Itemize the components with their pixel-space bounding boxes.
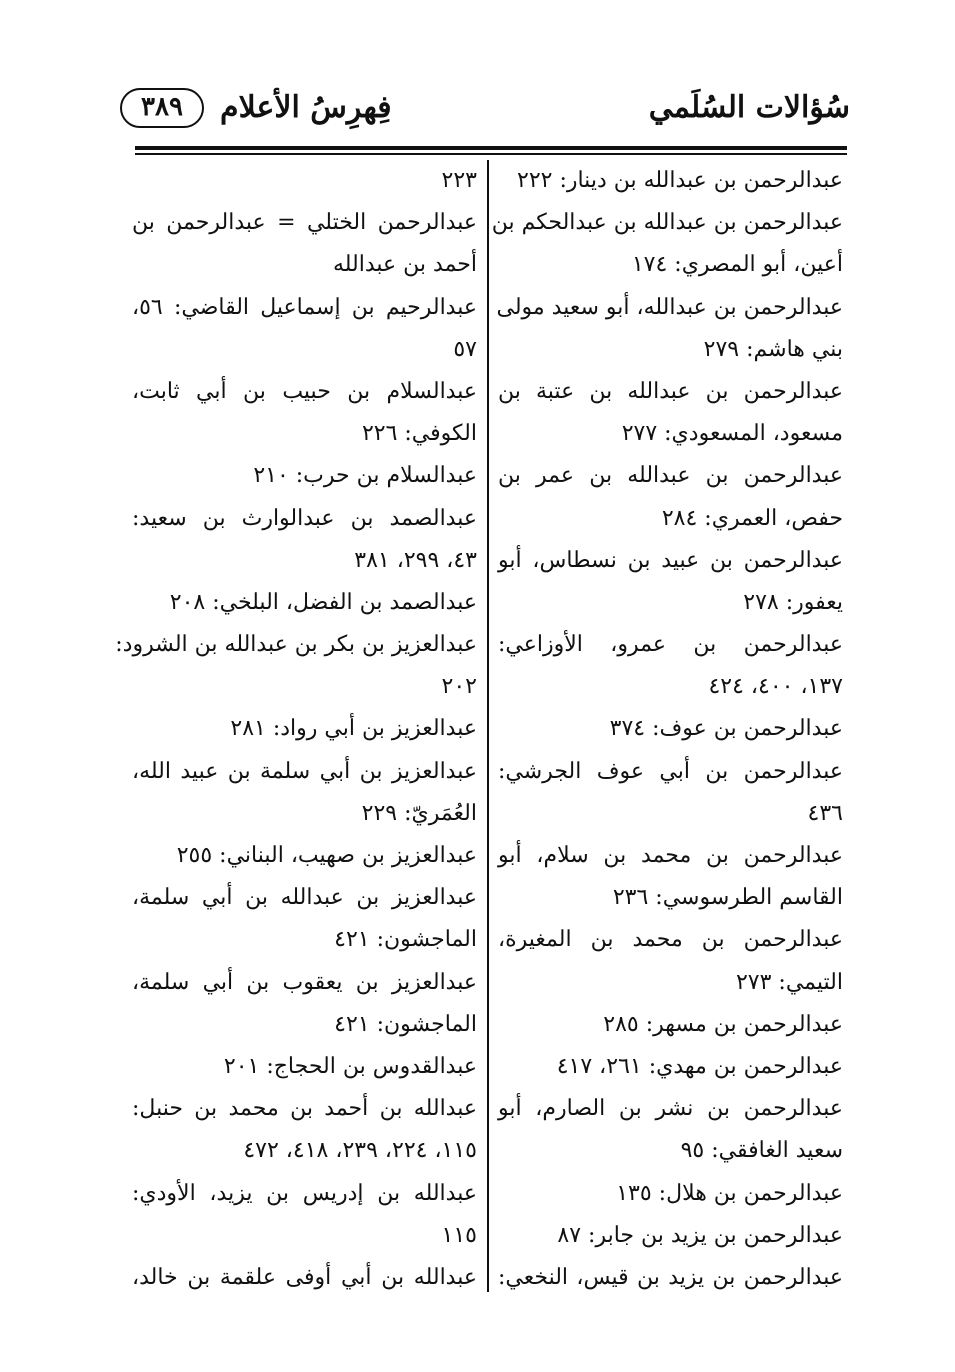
index-line: أعين، أبو المصري: ١٧٤ [631, 252, 843, 278]
index-line: عبدالرحمن بن عبدالله بن عتبة بن [498, 378, 843, 404]
index-line: عبدالرحمن بن يزيد بن جابر: ٨٧ [557, 1222, 843, 1248]
index-line: عبدالرحمن بن هلال: ١٣٥ [616, 1180, 843, 1206]
right-column [491, 160, 843, 1299]
header-rule-thick [135, 146, 847, 150]
left-column [115, 160, 477, 1299]
index-line: ٥٧ [453, 336, 477, 362]
index-line: ١١٥ [441, 1222, 477, 1248]
index-line: عبدالرحمن بن عمرو، الأوزاعي: [498, 632, 843, 658]
index-line: عبدالله بن إدريس بن يزيد، الأودي: [132, 1180, 477, 1206]
index-line: عبدالرحمن بن نشر بن الصارم، أبو [498, 1096, 843, 1122]
index-line: القاسم الطرسوسي: ٢٣٦ [612, 885, 843, 911]
index-line: عبدالعزيز بن صهيب، البناني: ٢٥٥ [176, 843, 477, 868]
index-line: عبدالرحمن بن عبدالله بن عمر بن [498, 463, 843, 489]
index-line: عبدالله بن أبي أوفى علقمة بن خالد، [132, 1264, 477, 1290]
index-line: عبدالرحمن بن أبي عوف الجرشي: [498, 758, 843, 784]
index-line: عبدالرحمن بن يزيد بن قيس، النخعي: [498, 1264, 843, 1290]
index-line: ٢٢٣ [441, 168, 477, 193]
index-line: أحمد بن عبدالله [332, 252, 477, 278]
index-line: ٢٠٢ [441, 674, 477, 700]
index-line: بني هاشم: ٢٧٩ [703, 336, 843, 362]
section-title: فِهرِسُ الأعلام [220, 90, 392, 125]
index-line: عبدالسلام بن حرب: ٢١٠ [253, 463, 477, 489]
index-line: عبدالرحمن بن عبيد بن نسطاس، أبو [498, 547, 843, 573]
index-line: عبدالرحمن بن عبدالله بن عبدالحكم بن [491, 210, 843, 236]
index-line: عبدالرحيم بن إسماعيل القاضي: ٥٦، [132, 294, 477, 320]
index-line: عبدالرحمن الختلي = عبدالرحمن بن [132, 210, 477, 236]
index-line: ١١٥، ٢٢٤، ٢٣٩، ٤١٨، ٤٧٢ [243, 1138, 477, 1164]
index-line: عبدالقدوس بن الحجاج: ٢٠١ [223, 1053, 477, 1079]
page-header [120, 82, 850, 142]
index-line: العُمَريّ: ٢٢٩ [361, 800, 477, 826]
index-line: عبدالرحمن بن محمد بن المغيرة، [498, 927, 843, 953]
header-rule-thin [135, 153, 847, 155]
index-line: عبدالصمد بن عبدالوارث بن سعيد: [132, 505, 477, 531]
index-line: عبدالرحمن بن عوف: ٣٧٤ [609, 716, 843, 742]
index-line: عبدالعزيز بن أبي رواد: ٢٨١ [230, 716, 477, 742]
index-line: عبدالرحمن بن مهدي: ٢٦١، ٤١٧ [556, 1053, 843, 1079]
index-line: يعفور: ٢٧٨ [743, 589, 843, 615]
index-line: سعيد الغافقي: ٩٥ [680, 1138, 843, 1164]
index-line: ٤٣، ٢٩٩، ٣٨١ [354, 547, 477, 573]
index-line: الماجشون: ٤٢١ [334, 1011, 477, 1037]
index-line: ٤٣٦ [807, 800, 843, 826]
index-line: حفص، العمري: ٢٨٤ [661, 505, 843, 531]
index-line: ١٣٧، ٤٠٠، ٤٢٤ [708, 674, 843, 700]
index-line: عبدالعزيز بن يعقوب بن أبي سلمة، [132, 969, 477, 995]
index-line: مسعود، المسعودي: ٢٧٧ [621, 421, 843, 447]
index-line: عبدالرحمن بن عبدالله بن دينار: ٢٢٢ [517, 168, 843, 193]
index-line: الكوفي: ٢٢٦ [361, 421, 477, 447]
page-number-badge: ٣٨٩ [120, 88, 204, 128]
index-line: عبدالرحمن بن عبدالله، أبو سعيد مولى [496, 294, 843, 320]
index-line: عبدالعزيز بن بكر بن عبدالله بن الشرود: [115, 632, 477, 658]
column-divider [487, 160, 489, 1292]
index-line: عبدالرحمن بن محمد بن سلام، أبو [498, 843, 843, 868]
index-line: التيمي: ٢٧٣ [735, 969, 843, 995]
index-line: عبدالله بن أحمد بن محمد بن حنبل: [132, 1096, 477, 1122]
index-line: عبدالسلام بن حبيب بن أبي ثابت، [132, 378, 477, 404]
index-line: الماجشون: ٤٢١ [334, 927, 477, 953]
index-line: عبدالعزيز بن عبدالله بن أبي سلمة، [132, 885, 477, 911]
book-title: سُؤالات السُلَمي [648, 90, 850, 125]
index-line: عبدالعزيز بن أبي سلمة بن عبيد الله، [132, 758, 477, 784]
index-line: عبدالرحمن بن مسهر: ٢٨٥ [603, 1011, 843, 1037]
index-line: عبدالصمد بن الفضل، البلخي: ٢٠٨ [169, 589, 477, 615]
